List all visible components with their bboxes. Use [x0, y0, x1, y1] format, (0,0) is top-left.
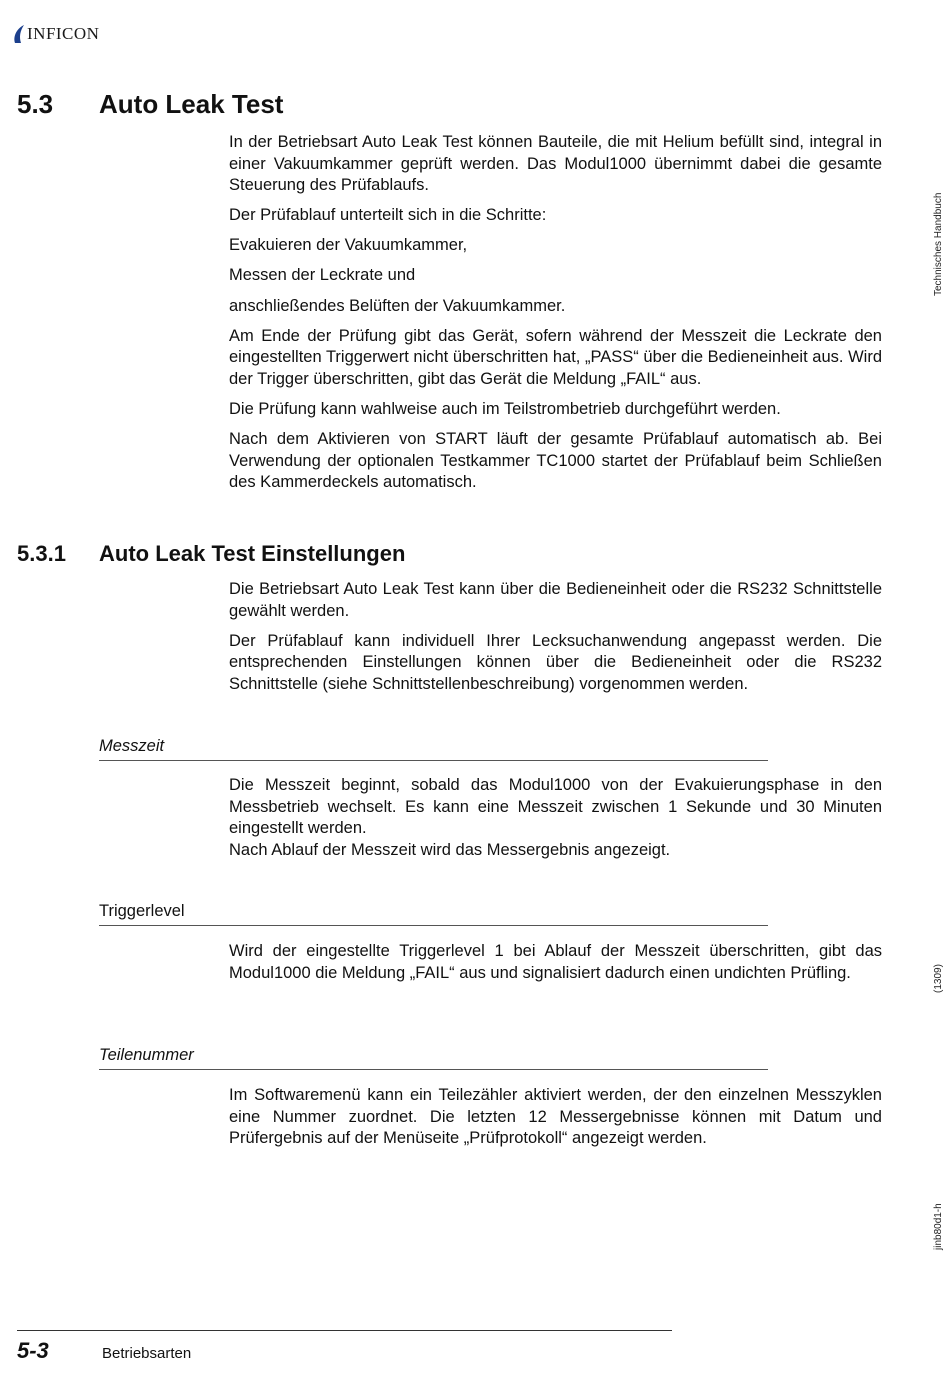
- section-heading: [17, 89, 617, 125]
- paragraph: Messen der Leckrate und: [229, 266, 416, 285]
- section-number: 5.3: [17, 89, 54, 119]
- paragraph: anschließendes Belüften der Vakuumkammer.: [229, 296, 566, 315]
- paragraph: Am Ende der Prüfung gibt das Gerät, sofern während der Messzeit die Leckrate den eingestellten Triggerwert nicht überschritten hat, „PASS“ über die Bedieneinheit aus. Wird der Trigger überschritten, gibt das Gerät die Meldung „FAIL“ aus.: [229, 326, 882, 388]
- messzeit-body: [229, 775, 882, 870]
- side-label-manual: Technisches Handbuch: [933, 192, 944, 296]
- subsection-number: 5.3.1: [17, 541, 66, 566]
- inficon-logo-icon: [12, 23, 26, 45]
- paragraph: Evakuieren der Vakuumkammer,: [229, 236, 468, 255]
- paragraph: Wird der eingestellte Triggerlevel 1 bei Ablauf der Messzeit überschritten, gibt das Modul1000 die Meldung „FAIL“ aus und signalisiert dadurch einen undichten Prüfling.: [229, 942, 882, 982]
- side-label-doc-code: jinb80d1-h: [933, 1203, 944, 1250]
- section-title: Auto Leak Test: [99, 89, 284, 119]
- footer-divider: [17, 1330, 672, 1331]
- side-label-date: (1309): [933, 964, 944, 993]
- teilenummer-heading: Teilenummer: [99, 1046, 768, 1070]
- teilenummer-body: [229, 1085, 882, 1158]
- paragraph: In der Betriebsart Auto Leak Test können Bauteile, die mit Helium befüllt sind, integral in einer Vakuumkammer geprüft werden. Das Modul1000 übernimmt dabei die gesamte Steuerung des Prüfablaufs.: [229, 133, 882, 195]
- paragraph: Der Prüfablauf unterteilt sich in die Schritte:: [229, 206, 547, 225]
- subsection-body: [229, 579, 882, 704]
- footer-chapter: Betriebsarten: [102, 1345, 192, 1362]
- section-body: [229, 132, 882, 502]
- paragraph: Im Softwaremenü kann ein Teilezähler aktiviert werden, der den einzelnen Messzyklen eine Nummer zuordnet. Die letzten 12 Messergebnisse können mit Datum und Prüfergebnis auf der Menüseite „Prüfprotokoll“ angezeigt werden.: [229, 1086, 882, 1148]
- paragraph: Nach dem Aktivieren von START läuft der gesamte Prüfablauf automatisch ab. Bei Verwendung der optionalen Testkammer TC1000 startet der Prüfablauf beim Schließen des Kammerdeckels automatisch.: [229, 430, 882, 492]
- page-number: 5-3: [17, 1338, 49, 1363]
- paragraph: Die Messzeit beginnt, sobald das Modul1000 von der Evakuierungsphase in den Messbetrieb wechselt. Es kann eine Messzeit zwischen 1 Sekunde und 30 Minuten eingestellt werden.: [229, 776, 882, 838]
- triggerlevel-body: [229, 941, 882, 993]
- subsection-title: Auto Leak Test Einstellungen: [99, 541, 406, 566]
- subsection-heading: [17, 541, 617, 571]
- paragraph: Die Betriebsart Auto Leak Test kann über die Bedieneinheit oder die RS232 Schnittstelle gewählt werden.: [229, 580, 882, 620]
- paragraph: Die Prüfung kann wahlweise auch im Teilstrombetrieb durchgeführt werden.: [229, 399, 781, 418]
- paragraph: Nach Ablauf der Messzeit wird das Messergebnis angezeigt.: [229, 840, 671, 859]
- messzeit-heading: Messzeit: [99, 737, 768, 761]
- paragraph: Der Prüfablauf kann individuell Ihrer Lecksuchanwendung angepasst werden. Die entsprechenden Einstellungen können über die Bedieneinheit oder die RS232 Schnittstelle (siehe Schnittstellenbeschreibung) vorgenommen werden.: [229, 631, 882, 693]
- inficon-logo: [12, 22, 99, 46]
- logo-text: INFICON: [27, 24, 100, 43]
- triggerlevel-heading: Triggerlevel: [99, 902, 768, 926]
